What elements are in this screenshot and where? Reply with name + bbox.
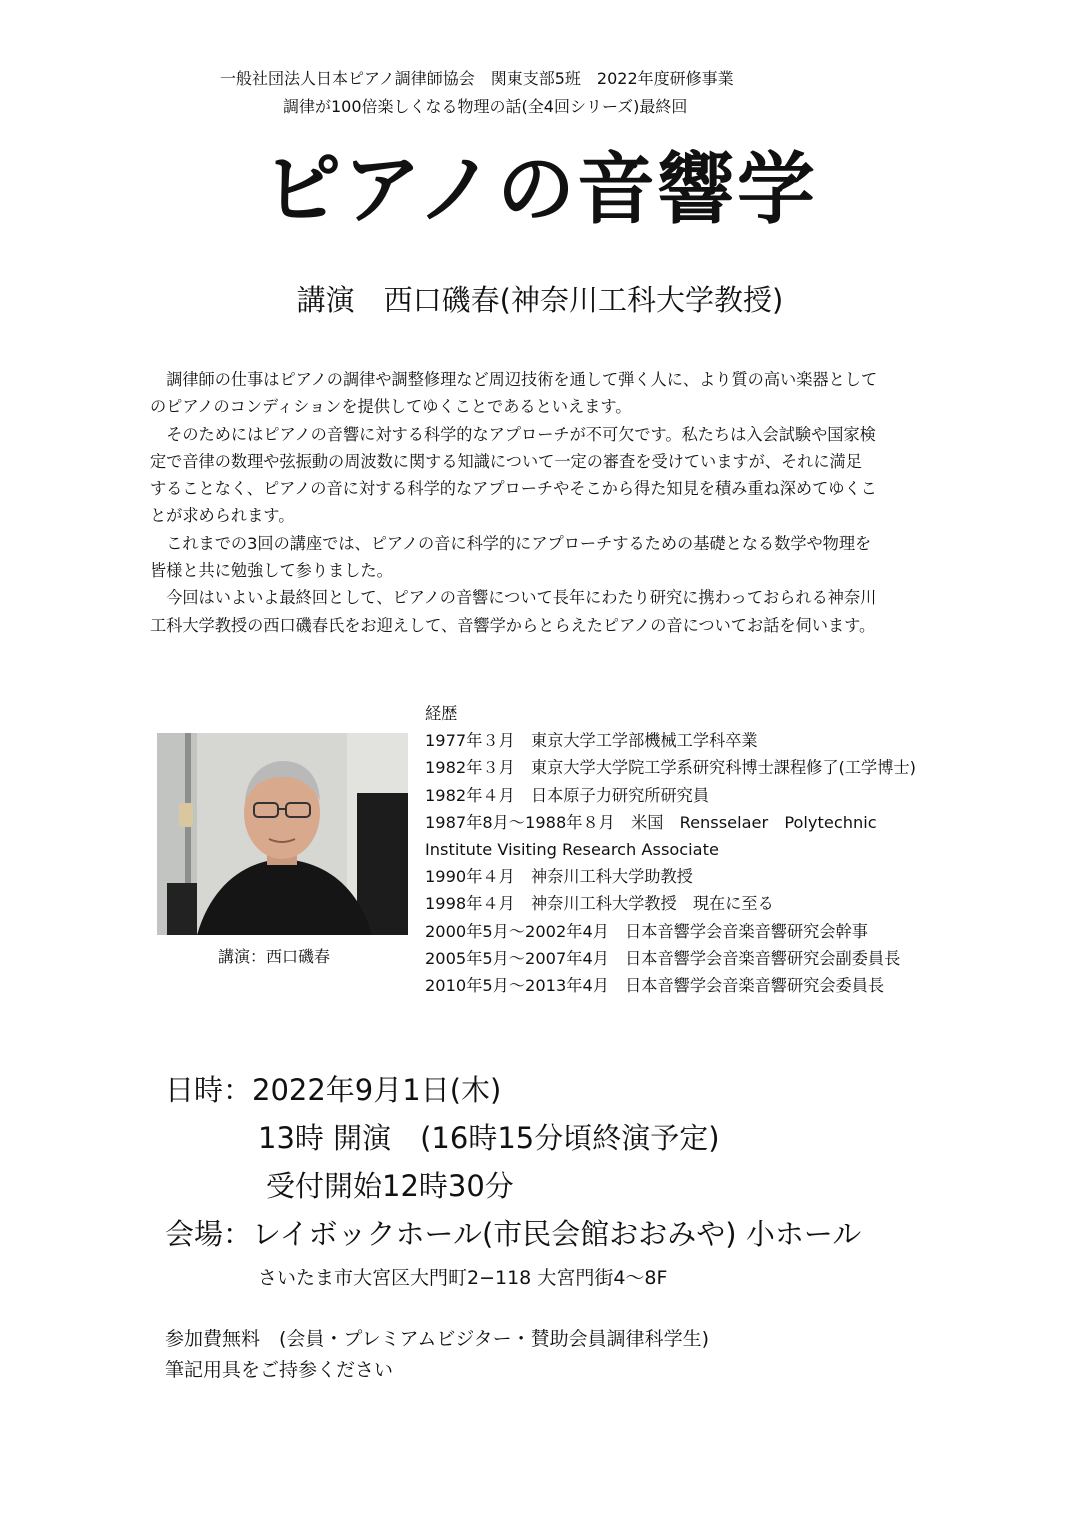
series-line: 調律が100倍楽しくなる物理の話(全4回シリーズ)最終回: [283, 97, 688, 116]
career-heading: 経歴: [425, 704, 458, 723]
event-time: 13時 開演 (16時15分頃終演予定): [258, 1121, 720, 1155]
speaker-photo: [157, 733, 408, 935]
career-item: 1998年４月 神奈川工科大学教授 現在に至る: [425, 894, 774, 914]
career-item: 2005年5月〜2007年4月 日本音響学会音楽音響研究会副委員長: [425, 948, 901, 968]
career-item: 2000年5月〜2002年4月 日本音響学会音楽音響研究会幹事: [425, 921, 868, 941]
notes: [165, 1324, 709, 1386]
intro-line: 皆様と共に勉強して参りました。: [150, 561, 393, 581]
event-date: 日時：2022年9月1日(木): [165, 1073, 502, 1107]
photo-caption: 講演：西口磯春: [218, 947, 331, 966]
event-venue: 会場：レイボックホール(市民会館おおみや) 小ホール: [165, 1217, 862, 1251]
speaker-line: 講演 西口磯春(神奈川工科大学教授): [296, 283, 784, 317]
intro-line: これまでの3回の講座では、ピアノの音に科学的にアプローチするための基礎となる数学や物理を: [166, 533, 872, 553]
career-item: Institute Visiting Research Associate: [425, 840, 719, 860]
career-item: 2010年5月〜2013年4月 日本音響学会音楽音響研究会委員長: [425, 976, 885, 996]
intro-line: 工科大学教授の西口磯春氏をお迎えして、音響学からとらえたピアノの音についてお話を伺います。: [150, 615, 876, 635]
fee-note: 参加費無料 (会員・プレミアムビジター・賛助会員調律科学生): [165, 1328, 709, 1350]
career-item: 1982年４月 日本原子力研究所研究員: [425, 785, 710, 805]
intro-line: のピアノのコンディションを提供してゆくことであるといえます。: [150, 397, 632, 417]
event-reception: 受付開始12時30分: [266, 1169, 514, 1203]
intro-line: 今回はいよいよ最終回として、ピアノの音響について長年にわたり研究に携わっておられる神奈川: [166, 588, 877, 608]
intro-line: 調律師の仕事はピアノの調律や調整修理など周辺技術を通して弾く人に、より質の高い楽器として: [166, 370, 878, 389]
career-item: 1990年４月 神奈川工科大学助教授: [425, 867, 693, 887]
career-item: 1982年３月 東京大学大学院工学系研究科博士課程修了(工学博士): [425, 758, 916, 778]
career-item: 1987年8月〜1988年８月 米国 Rensselaer Polytechnic: [425, 812, 877, 832]
career-item: 1977年３月 東京大学工学部機械工学科卒業: [425, 731, 758, 751]
event-address: さいたま市大宮区大門町2−118 大宮門街4〜8F: [258, 1267, 668, 1289]
page-title: ピアノの音響学: [263, 145, 817, 235]
event-details: [165, 1066, 861, 1298]
organizer-line: 一般社団法人日本ピアノ調律師協会 関東支部5班 2022年度研修事業: [220, 69, 734, 88]
intro-line: 定で音律の数理や弦振動の周波数に関する知識について一定の審査を受けていますが、それに満足: [150, 451, 862, 471]
intro-text: [150, 366, 965, 639]
bring-note: 筆記用具をご持参ください: [165, 1359, 394, 1381]
intro-line: とが求められます。: [150, 506, 295, 526]
career-list: [425, 700, 965, 999]
intro-line: そのためにはピアノの音響に対する科学的なアプローチが不可欠です。私たちは入会試験や国家検: [166, 424, 876, 444]
intro-line: することなく、ピアノの音に対する科学的なアプローチやそこから得た知見を積み重ね深めてゆくこ: [150, 479, 877, 499]
